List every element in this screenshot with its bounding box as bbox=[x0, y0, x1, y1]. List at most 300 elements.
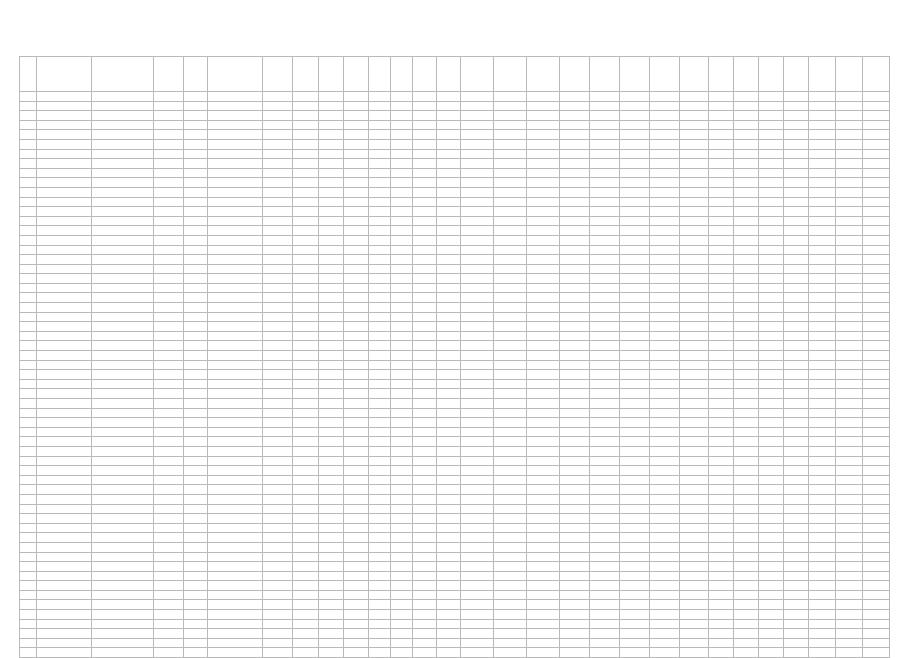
table-cell bbox=[184, 629, 208, 639]
table-cell bbox=[208, 523, 263, 533]
table-cell bbox=[680, 571, 709, 581]
table-cell bbox=[293, 514, 319, 524]
table-cell bbox=[863, 235, 890, 245]
table-cell bbox=[863, 168, 890, 178]
table-cell bbox=[784, 504, 809, 514]
table-cell bbox=[319, 610, 344, 620]
table-cell bbox=[461, 360, 494, 370]
table-cell bbox=[369, 485, 391, 495]
table-cell bbox=[809, 514, 836, 524]
table-cell bbox=[734, 197, 759, 207]
table-cell bbox=[590, 370, 620, 380]
table-cell bbox=[437, 427, 461, 437]
table-cell bbox=[527, 494, 560, 504]
table-cell bbox=[590, 562, 620, 572]
table-cell bbox=[680, 187, 709, 197]
table-cell bbox=[650, 600, 680, 610]
table-cell bbox=[590, 571, 620, 581]
table-cell bbox=[650, 648, 680, 658]
table-cell bbox=[413, 485, 437, 495]
table-cell bbox=[590, 197, 620, 207]
table-cell bbox=[92, 610, 154, 620]
table-cell bbox=[734, 351, 759, 361]
table-cell bbox=[527, 322, 560, 332]
table-cell bbox=[784, 629, 809, 639]
table-cell bbox=[20, 187, 37, 197]
table-cell bbox=[461, 92, 494, 102]
table-cell bbox=[709, 418, 734, 428]
table-cell bbox=[734, 331, 759, 341]
table-cell bbox=[37, 235, 92, 245]
table-cell bbox=[650, 360, 680, 370]
table-cell bbox=[709, 427, 734, 437]
table-cell bbox=[263, 92, 293, 102]
table-cell bbox=[263, 571, 293, 581]
table-cell bbox=[809, 600, 836, 610]
table-cell bbox=[344, 197, 369, 207]
table-cell bbox=[620, 610, 650, 620]
table-cell bbox=[680, 360, 709, 370]
table-cell bbox=[650, 331, 680, 341]
column-header bbox=[620, 57, 650, 92]
table-cell bbox=[369, 389, 391, 399]
table-cell bbox=[37, 533, 92, 543]
table-cell bbox=[494, 571, 527, 581]
table-cell bbox=[784, 331, 809, 341]
table-cell bbox=[709, 485, 734, 495]
table-cell bbox=[437, 139, 461, 149]
table-cell bbox=[759, 168, 784, 178]
table-cell bbox=[590, 600, 620, 610]
table-cell bbox=[620, 283, 650, 293]
table-cell bbox=[369, 648, 391, 658]
table-cell bbox=[369, 590, 391, 600]
table-row bbox=[20, 139, 890, 149]
table-cell bbox=[590, 312, 620, 322]
table-cell bbox=[20, 571, 37, 581]
table-cell bbox=[344, 283, 369, 293]
table-cell bbox=[208, 590, 263, 600]
table-cell bbox=[263, 408, 293, 418]
table-cell bbox=[413, 399, 437, 409]
table-cell bbox=[680, 283, 709, 293]
table-cell bbox=[344, 159, 369, 169]
table-cell bbox=[784, 92, 809, 102]
table-cell bbox=[759, 571, 784, 581]
table-cell bbox=[461, 197, 494, 207]
table-cell bbox=[92, 111, 154, 121]
table-cell bbox=[809, 523, 836, 533]
table-cell bbox=[184, 197, 208, 207]
table-cell bbox=[863, 542, 890, 552]
table-cell bbox=[809, 303, 836, 313]
table-cell bbox=[413, 120, 437, 130]
table-cell bbox=[836, 255, 863, 265]
table-cell bbox=[560, 159, 590, 169]
table-cell bbox=[263, 101, 293, 111]
table-cell bbox=[344, 427, 369, 437]
table-cell bbox=[293, 418, 319, 428]
table-cell bbox=[92, 207, 154, 217]
table-cell bbox=[620, 111, 650, 121]
table-cell bbox=[369, 370, 391, 380]
table-cell bbox=[680, 139, 709, 149]
table-cell bbox=[734, 552, 759, 562]
column-header bbox=[208, 57, 263, 92]
table-cell bbox=[709, 581, 734, 591]
table-cell bbox=[263, 475, 293, 485]
table-cell bbox=[391, 120, 413, 130]
table-cell bbox=[437, 629, 461, 639]
table-cell bbox=[680, 562, 709, 572]
table-cell bbox=[863, 274, 890, 284]
table-cell bbox=[344, 303, 369, 313]
table-cell bbox=[734, 399, 759, 409]
table-cell bbox=[391, 101, 413, 111]
table-cell bbox=[836, 245, 863, 255]
table-row bbox=[20, 303, 890, 313]
table-cell bbox=[734, 293, 759, 303]
table-cell bbox=[369, 351, 391, 361]
table-cell bbox=[20, 245, 37, 255]
table-cell bbox=[20, 331, 37, 341]
table-cell bbox=[759, 610, 784, 620]
table-cell bbox=[734, 360, 759, 370]
table-cell bbox=[494, 255, 527, 265]
table-cell bbox=[184, 303, 208, 313]
table-cell bbox=[437, 120, 461, 130]
table-cell bbox=[590, 245, 620, 255]
table-cell bbox=[263, 446, 293, 456]
table-cell bbox=[20, 552, 37, 562]
table-cell bbox=[734, 235, 759, 245]
table-cell bbox=[413, 619, 437, 629]
table-cell bbox=[650, 494, 680, 504]
table-cell bbox=[154, 379, 184, 389]
table-cell bbox=[590, 149, 620, 159]
table-cell bbox=[650, 552, 680, 562]
table-cell bbox=[37, 571, 92, 581]
table-cell bbox=[709, 331, 734, 341]
table-cell bbox=[20, 207, 37, 217]
table-cell bbox=[836, 341, 863, 351]
table-cell bbox=[836, 485, 863, 495]
table-cell bbox=[184, 485, 208, 495]
table-cell bbox=[560, 245, 590, 255]
table-cell bbox=[709, 360, 734, 370]
table-cell bbox=[863, 101, 890, 111]
table-cell bbox=[527, 197, 560, 207]
table-cell bbox=[560, 139, 590, 149]
table-cell bbox=[37, 322, 92, 332]
table-cell bbox=[650, 456, 680, 466]
table-cell bbox=[344, 590, 369, 600]
table-cell bbox=[391, 226, 413, 236]
table-cell bbox=[809, 139, 836, 149]
table-cell bbox=[863, 629, 890, 639]
table-cell bbox=[20, 562, 37, 572]
table-row bbox=[20, 379, 890, 389]
table-cell bbox=[319, 331, 344, 341]
table-cell bbox=[319, 139, 344, 149]
table-cell bbox=[527, 600, 560, 610]
table-cell bbox=[759, 235, 784, 245]
table-cell bbox=[369, 562, 391, 572]
table-cell bbox=[590, 389, 620, 399]
table-cell bbox=[184, 581, 208, 591]
table-cell bbox=[369, 446, 391, 456]
table-cell bbox=[590, 542, 620, 552]
table-cell bbox=[154, 283, 184, 293]
table-cell bbox=[154, 514, 184, 524]
table-cell bbox=[527, 552, 560, 562]
table-cell bbox=[184, 571, 208, 581]
table-cell bbox=[560, 437, 590, 447]
table-cell bbox=[20, 351, 37, 361]
table-cell bbox=[734, 120, 759, 130]
table-cell bbox=[461, 216, 494, 226]
table-cell bbox=[184, 475, 208, 485]
table-cell bbox=[293, 504, 319, 514]
table-cell bbox=[20, 581, 37, 591]
table-cell bbox=[20, 101, 37, 111]
table-cell bbox=[709, 600, 734, 610]
table-cell bbox=[734, 168, 759, 178]
table-cell bbox=[560, 312, 590, 322]
table-cell bbox=[263, 351, 293, 361]
table-cell bbox=[461, 629, 494, 639]
table-cell bbox=[709, 571, 734, 581]
table-cell bbox=[809, 504, 836, 514]
table-cell bbox=[263, 379, 293, 389]
table-cell bbox=[590, 264, 620, 274]
table-cell bbox=[759, 523, 784, 533]
table-cell bbox=[437, 283, 461, 293]
table-cell bbox=[391, 255, 413, 265]
table-cell bbox=[293, 101, 319, 111]
table-cell bbox=[734, 427, 759, 437]
table-cell bbox=[20, 399, 37, 409]
table-cell bbox=[650, 101, 680, 111]
table-cell bbox=[494, 485, 527, 495]
table-cell bbox=[560, 494, 590, 504]
column-header bbox=[734, 57, 759, 92]
table-cell bbox=[92, 168, 154, 178]
table-cell bbox=[208, 552, 263, 562]
table-cell bbox=[92, 120, 154, 130]
table-cell bbox=[527, 408, 560, 418]
table-cell bbox=[759, 494, 784, 504]
table-cell bbox=[759, 514, 784, 524]
table-cell bbox=[37, 293, 92, 303]
table-cell bbox=[92, 322, 154, 332]
table-row bbox=[20, 494, 890, 504]
table-cell bbox=[809, 619, 836, 629]
table-cell bbox=[319, 245, 344, 255]
table-cell bbox=[184, 207, 208, 217]
table-cell bbox=[784, 427, 809, 437]
table-cell bbox=[369, 283, 391, 293]
table-cell bbox=[37, 255, 92, 265]
table-cell bbox=[590, 581, 620, 591]
table-cell bbox=[759, 130, 784, 140]
table-cell bbox=[560, 562, 590, 572]
table-cell bbox=[344, 331, 369, 341]
table-cell bbox=[344, 648, 369, 658]
table-cell bbox=[184, 600, 208, 610]
table-cell bbox=[461, 427, 494, 437]
table-cell bbox=[154, 542, 184, 552]
table-cell bbox=[836, 312, 863, 322]
table-cell bbox=[391, 159, 413, 169]
table-cell bbox=[437, 514, 461, 524]
table-cell bbox=[709, 245, 734, 255]
table-cell bbox=[759, 274, 784, 284]
table-cell bbox=[836, 456, 863, 466]
table-cell bbox=[319, 590, 344, 600]
table-cell bbox=[344, 571, 369, 581]
table-cell bbox=[709, 303, 734, 313]
table-cell bbox=[344, 437, 369, 447]
table-cell bbox=[263, 504, 293, 514]
table-cell bbox=[319, 303, 344, 313]
table-cell bbox=[413, 504, 437, 514]
table-cell bbox=[37, 523, 92, 533]
table-cell bbox=[759, 619, 784, 629]
table-cell bbox=[809, 168, 836, 178]
table-cell bbox=[809, 341, 836, 351]
table-cell bbox=[20, 255, 37, 265]
table-cell bbox=[437, 255, 461, 265]
table-cell bbox=[590, 446, 620, 456]
table-cell bbox=[784, 456, 809, 466]
table-cell bbox=[709, 446, 734, 456]
table-cell bbox=[92, 552, 154, 562]
table-cell bbox=[154, 130, 184, 140]
table-cell bbox=[709, 389, 734, 399]
table-cell bbox=[836, 130, 863, 140]
table-cell bbox=[391, 590, 413, 600]
table-cell bbox=[590, 514, 620, 524]
table-cell bbox=[863, 619, 890, 629]
table-cell bbox=[863, 331, 890, 341]
table-cell bbox=[413, 303, 437, 313]
table-cell bbox=[461, 226, 494, 236]
table-cell bbox=[680, 303, 709, 313]
table-cell bbox=[413, 581, 437, 591]
column-header bbox=[560, 57, 590, 92]
table-cell bbox=[319, 552, 344, 562]
table-row bbox=[20, 274, 890, 284]
table-cell bbox=[461, 456, 494, 466]
table-cell bbox=[560, 92, 590, 102]
table-cell bbox=[759, 159, 784, 169]
table-cell bbox=[92, 619, 154, 629]
table-cell bbox=[620, 418, 650, 428]
table-cell bbox=[154, 187, 184, 197]
table-cell bbox=[37, 446, 92, 456]
table-cell bbox=[344, 466, 369, 476]
table-cell bbox=[709, 629, 734, 639]
table-cell bbox=[293, 159, 319, 169]
table-row bbox=[20, 120, 890, 130]
table-cell bbox=[734, 648, 759, 658]
table-cell bbox=[863, 159, 890, 169]
table-cell bbox=[293, 552, 319, 562]
table-cell bbox=[437, 485, 461, 495]
table-cell bbox=[461, 274, 494, 284]
table-cell bbox=[37, 168, 92, 178]
table-cell bbox=[263, 456, 293, 466]
table-cell bbox=[650, 418, 680, 428]
table-cell bbox=[863, 494, 890, 504]
table-cell bbox=[293, 283, 319, 293]
table-cell bbox=[413, 341, 437, 351]
table-cell bbox=[413, 293, 437, 303]
table-cell bbox=[809, 466, 836, 476]
table-cell bbox=[863, 197, 890, 207]
table-cell bbox=[184, 466, 208, 476]
table-cell bbox=[369, 120, 391, 130]
table-cell bbox=[437, 370, 461, 380]
table-cell bbox=[863, 351, 890, 361]
table-cell bbox=[37, 370, 92, 380]
table-cell bbox=[709, 168, 734, 178]
table-cell bbox=[461, 245, 494, 255]
table-cell bbox=[208, 178, 263, 188]
table-cell bbox=[650, 274, 680, 284]
table-cell bbox=[759, 245, 784, 255]
table-cell bbox=[344, 370, 369, 380]
table-cell bbox=[809, 590, 836, 600]
table-cell bbox=[784, 514, 809, 524]
table-cell bbox=[759, 427, 784, 437]
table-cell bbox=[709, 159, 734, 169]
table-cell bbox=[263, 255, 293, 265]
table-cell bbox=[590, 293, 620, 303]
table-cell bbox=[836, 274, 863, 284]
table-cell bbox=[680, 533, 709, 543]
table-cell bbox=[184, 139, 208, 149]
table-cell bbox=[461, 533, 494, 543]
table-cell bbox=[784, 341, 809, 351]
table-cell bbox=[208, 274, 263, 284]
table-cell bbox=[709, 590, 734, 600]
table-cell bbox=[527, 92, 560, 102]
table-cell bbox=[413, 552, 437, 562]
table-row bbox=[20, 514, 890, 524]
table-cell bbox=[527, 475, 560, 485]
table-cell bbox=[461, 159, 494, 169]
table-cell bbox=[650, 312, 680, 322]
table-cell bbox=[319, 226, 344, 236]
table-cell bbox=[37, 245, 92, 255]
table-cell bbox=[263, 427, 293, 437]
table-cell bbox=[836, 619, 863, 629]
table-cell bbox=[369, 168, 391, 178]
table-cell bbox=[680, 418, 709, 428]
table-cell bbox=[37, 427, 92, 437]
table-cell bbox=[20, 139, 37, 149]
table-cell bbox=[413, 235, 437, 245]
table-cell bbox=[344, 552, 369, 562]
table-cell bbox=[154, 418, 184, 428]
table-cell bbox=[413, 274, 437, 284]
table-row bbox=[20, 504, 890, 514]
table-cell bbox=[437, 456, 461, 466]
table-cell bbox=[319, 571, 344, 581]
table-cell bbox=[461, 446, 494, 456]
